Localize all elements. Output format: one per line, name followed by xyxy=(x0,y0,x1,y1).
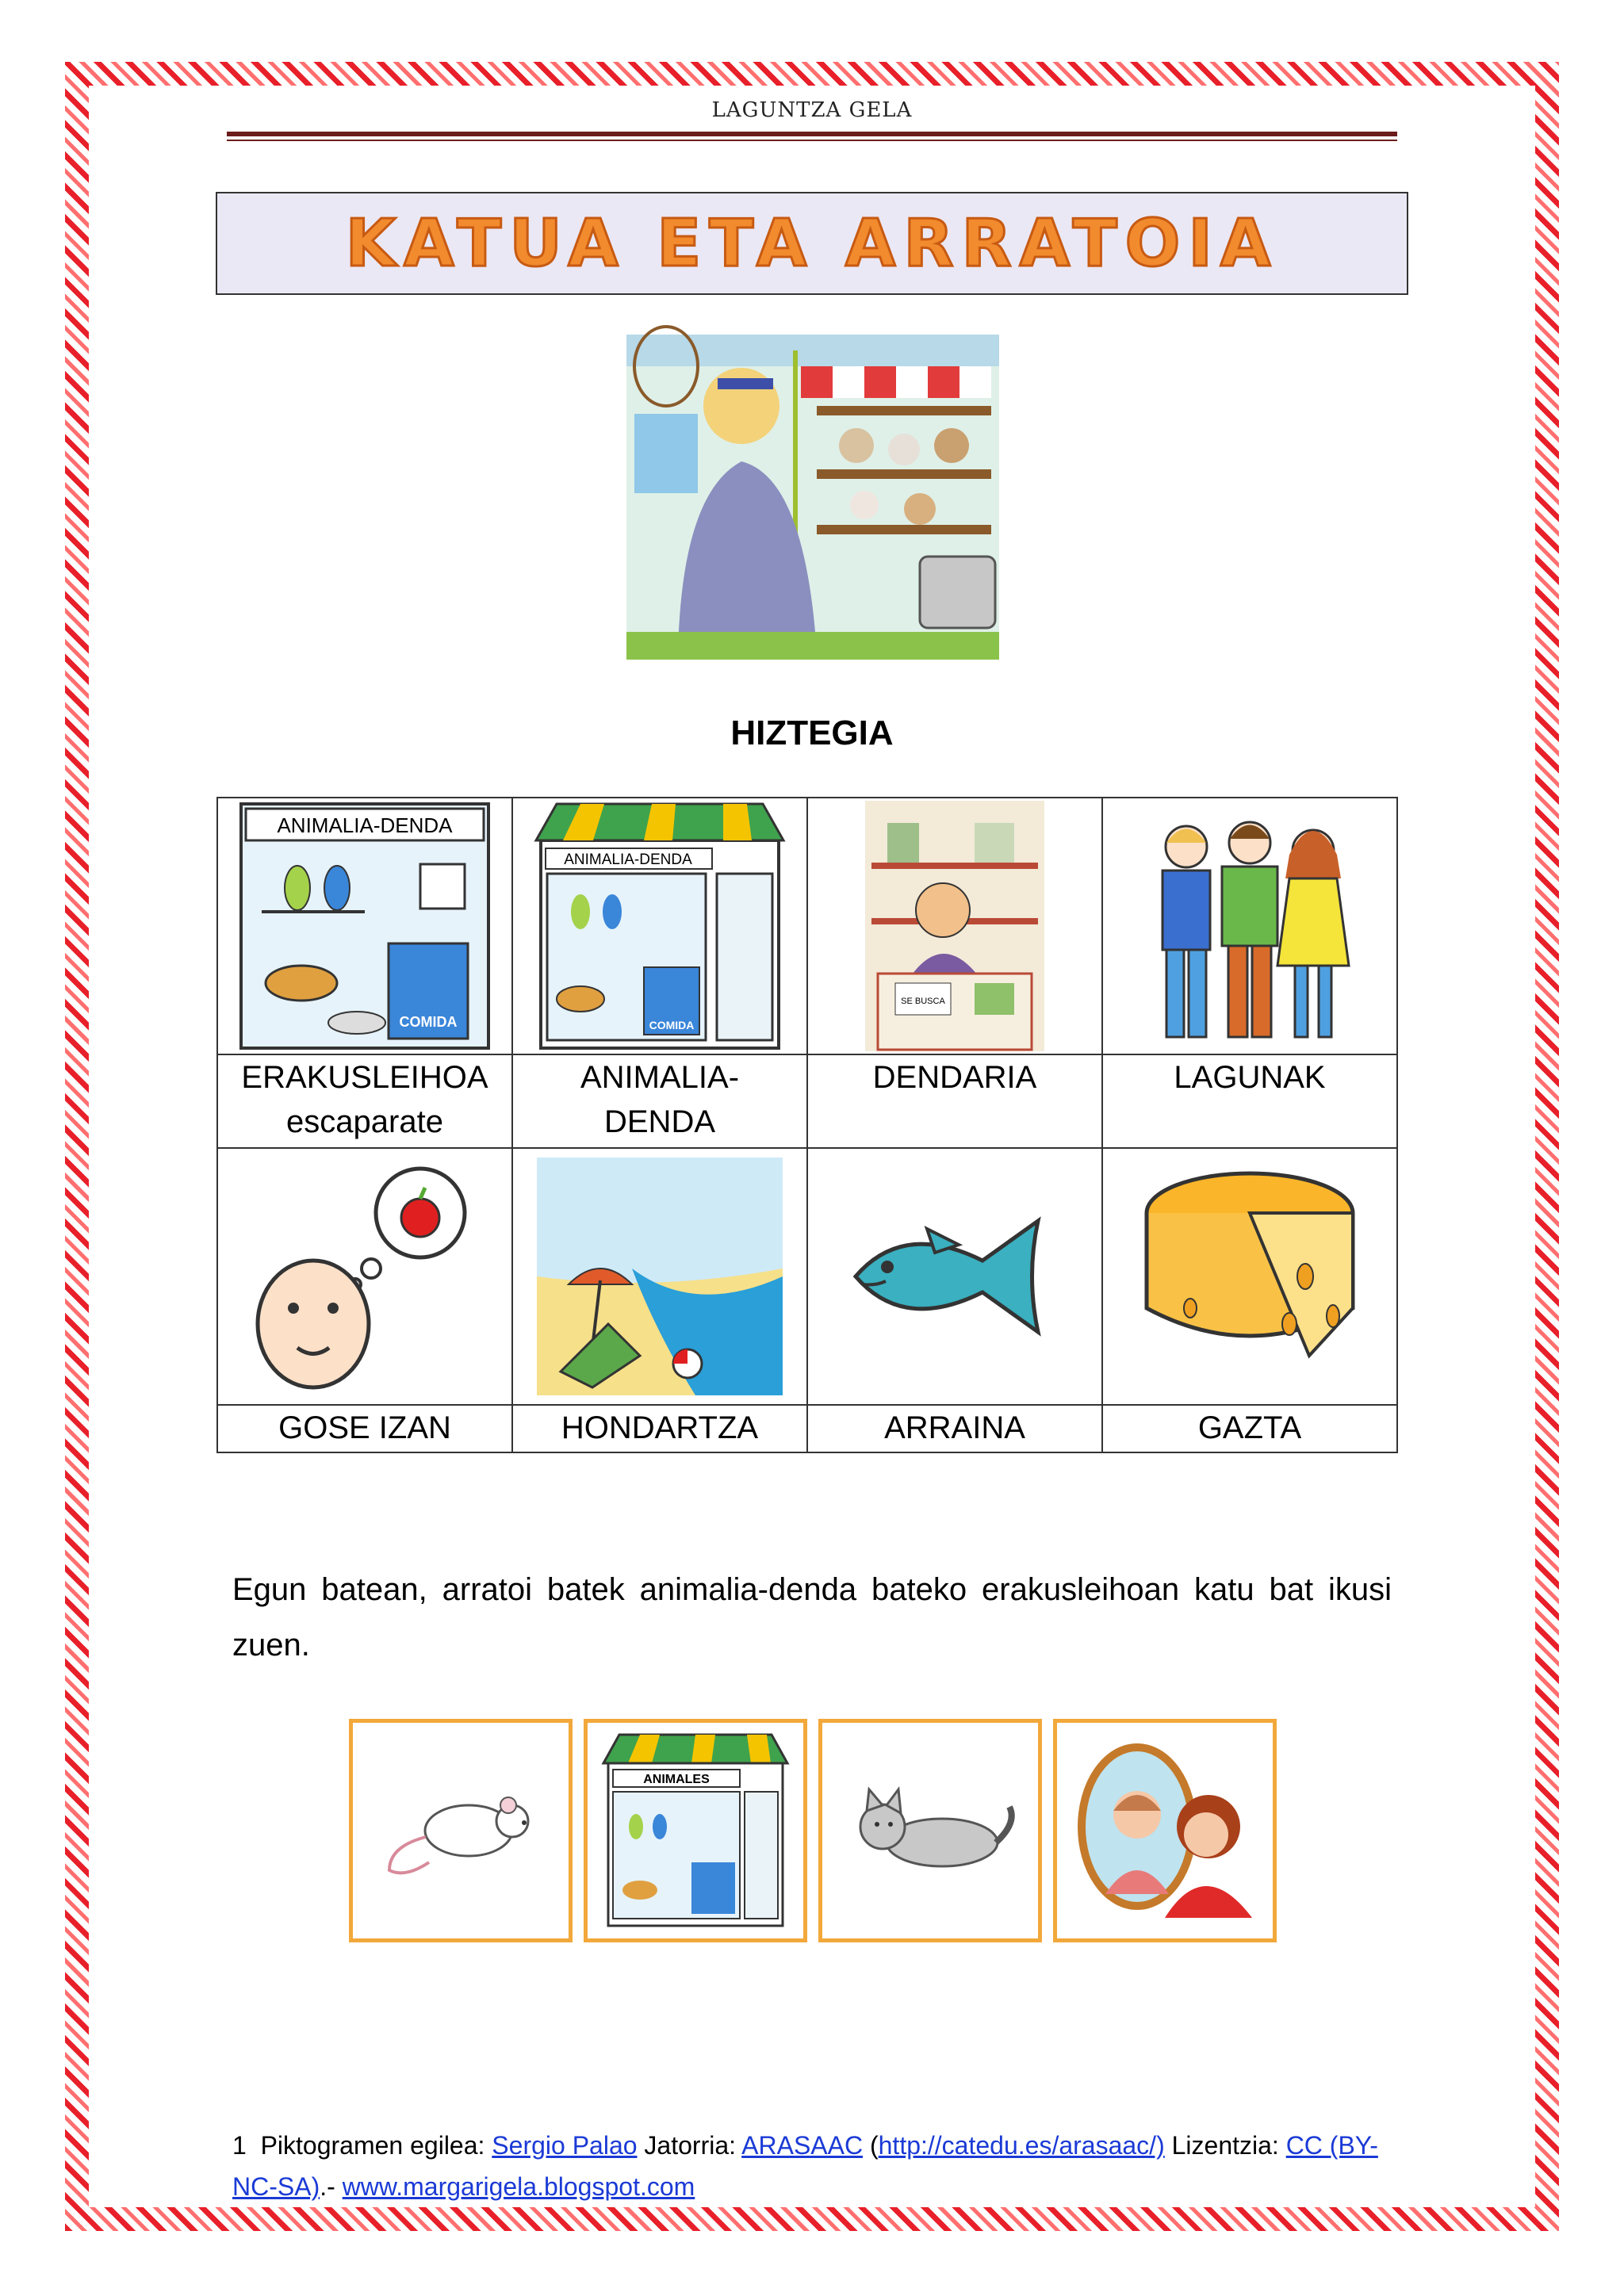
vocab-cell xyxy=(1102,798,1397,1054)
vocab-label: LAGUNAK xyxy=(1174,1060,1326,1095)
source-url-link[interactable]: http://catedu.es/arasaac/) xyxy=(878,2131,1165,2160)
vocab-label: ARRAINA xyxy=(884,1410,1025,1445)
page-title: KATUA ETA ARRATOIA xyxy=(345,205,1279,281)
vocab-label-cell xyxy=(807,1054,1102,1148)
title-box xyxy=(216,192,1408,295)
vocab-label-cell xyxy=(1102,1405,1397,1452)
open-paren: ( xyxy=(869,2131,879,2160)
source-label: Jatorria: xyxy=(644,2131,737,2160)
cheese-icon xyxy=(1135,1158,1365,1395)
author-link[interactable]: Sergio Palao xyxy=(492,2131,638,2160)
vocab-cell xyxy=(807,798,1102,1054)
animal-shop-sign: ANIMALES xyxy=(643,1773,710,1786)
sentence-pictograms xyxy=(349,1719,1277,1942)
pet-shop-sign: ANIMALIA-DENDA xyxy=(564,851,692,868)
shop-window-icon xyxy=(238,801,492,1051)
shop-window-sign: ANIMALIA-DENDA xyxy=(277,813,453,837)
vocab-label: GOSE IZAN xyxy=(278,1410,451,1445)
story-text: Egun batean, arratoi batek animalia-denda bateko erakusleihoan katu bat ikusi zuen. xyxy=(232,1572,1392,1663)
pictogram-card xyxy=(818,1719,1042,1942)
pictogram-card xyxy=(584,1719,807,1942)
vocab-cell xyxy=(512,798,807,1054)
vocab-label-cell xyxy=(217,1054,512,1148)
vocab-label: HONDARTZA xyxy=(561,1410,759,1445)
site-link[interactable]: www.margarigela.blogspot.com xyxy=(342,2172,695,2201)
vocab-label-cell xyxy=(217,1405,512,1452)
header-divider xyxy=(227,132,1397,136)
pictogram-card xyxy=(1053,1719,1277,1942)
vocab-label: ERAKUSLEIHOA xyxy=(241,1060,488,1095)
shopkeeper-icon xyxy=(864,799,1046,1053)
vocab-label-cell xyxy=(512,1405,807,1452)
vocabulary-table xyxy=(216,797,1398,1453)
vocab-cell xyxy=(217,1148,512,1405)
vocab-cell xyxy=(512,1148,807,1405)
header-divider-thin xyxy=(227,140,1397,141)
animal-shop-icon xyxy=(600,1732,791,1930)
vocab-label-cell xyxy=(807,1405,1102,1452)
pet-shop-icon xyxy=(533,801,787,1051)
vocab-label-cell xyxy=(512,1054,807,1148)
food-bag-label: COMIDA xyxy=(399,1014,458,1030)
footer-credits xyxy=(232,2125,1406,2201)
mouse-icon xyxy=(373,1775,548,1886)
footnote-number: 1 xyxy=(232,2131,247,2160)
vocab-cell xyxy=(1102,1148,1397,1405)
vocab-label-continued: DENDA xyxy=(603,1104,716,1139)
mirror-icon xyxy=(1070,1735,1260,1926)
source-link[interactable]: ARASAAC xyxy=(741,2131,864,2160)
vocab-label-cell xyxy=(1102,1054,1397,1148)
beach-icon xyxy=(537,1158,783,1395)
vocab-label: DENDARIA xyxy=(872,1060,1037,1095)
vocab-translation: escaparate xyxy=(286,1104,443,1139)
page-header: LAGUNTZA GELA xyxy=(711,98,913,122)
vocab-cell xyxy=(807,1148,1102,1405)
fish-icon xyxy=(840,1197,1070,1356)
vocab-cell xyxy=(217,798,512,1054)
license-link[interactable]: CC (BY-NC-SA) xyxy=(232,2131,1378,2201)
hungry-icon xyxy=(246,1158,484,1395)
pet-shop-illustration xyxy=(603,319,1009,660)
separator: .- xyxy=(320,2172,335,2201)
vocab-label: ANIMALIA- xyxy=(580,1060,740,1095)
friends-icon xyxy=(1143,807,1357,1045)
vocabulary-heading: HIZTEGIA xyxy=(730,714,894,752)
cat-icon xyxy=(839,1775,1021,1886)
wanted-sign: SE BUSCA xyxy=(901,997,945,1006)
vocab-label: GAZTA xyxy=(1197,1410,1302,1445)
pet-shop-food-label: COMIDA xyxy=(649,1019,695,1031)
license-label: Lizentzia: xyxy=(1171,2131,1279,2160)
pictogram-card xyxy=(349,1719,573,1942)
credit-prefix: Piktogramen egilea: xyxy=(260,2131,485,2160)
